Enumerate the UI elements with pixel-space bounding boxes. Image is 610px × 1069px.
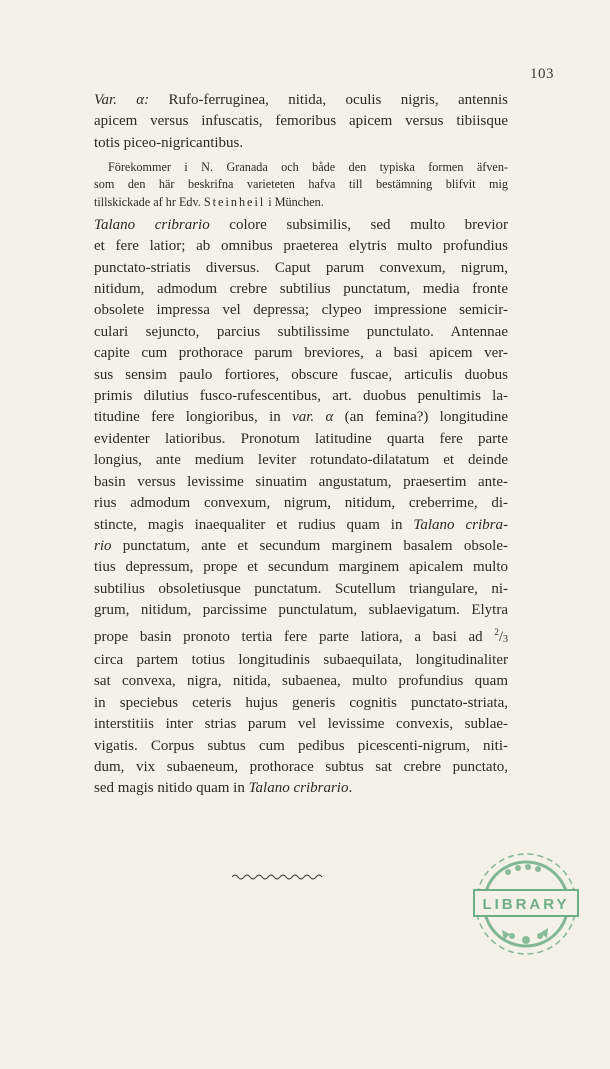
text-line: culari sejuncto, parcius subtilissime punctulato. Antennae [94, 323, 508, 340]
text-line: longius, ante medium leviter rotundato-dilatatum et deinde [94, 452, 508, 469]
text-line: capite cum prothorace parum breviores, a basi apicem ver- [94, 345, 508, 362]
note-line: som den här beskrifna varieteten hafva till bestämning blifvit mig [94, 177, 508, 192]
text-line: vigatis. Corpus subtus cum pedibus picescenti-nigrum, niti- [94, 737, 508, 754]
text-line: circa partem totius longitudinis subaequilata, longitudinaliter [94, 651, 508, 668]
text-line: in speciebus ceteris hujus generis cognitis punctato-striata, [94, 694, 508, 711]
text-line: basin versus levissime sinuatim angustatum, praesertim ante- [94, 473, 508, 490]
var-label: Var. α: [94, 92, 150, 108]
text-line: totis piceo-nigricantibus. [94, 134, 244, 151]
text-line: primis dilutius fusco-rufescentibus, art. duobus penultimis la- [94, 388, 508, 405]
text-line: sed magis nitido quam in Talano cribrario. [94, 780, 353, 797]
text-line: subtilius obsoletiusque punctatum. Scutellum triangulare, ni- [94, 580, 508, 597]
text-line: rio punctatum, ante et secundum marginem basalem obsole- [94, 537, 508, 554]
text-line: grum, nitidum, parcissime punctulatum, sublaevigatum. Elytra [94, 602, 508, 619]
end-ornament [232, 872, 324, 882]
species-name: Talano cribrario [94, 216, 210, 233]
text-block [94, 90, 508, 800]
text-line: nitidum, admodum crebre subtilius punctatum, media fronte [94, 281, 508, 298]
text-line: titudine fere longioribus, in var. α (an femina?) longitudine [94, 409, 509, 426]
text-line: punctato-striatis diversus. Caput parum convexum, nigrum, [94, 259, 508, 276]
page-number: 103 [530, 66, 554, 82]
text-line: stincte, magis inaequaliter et rudius quam in Talano cribra- [94, 516, 508, 533]
swedish-note [94, 159, 508, 211]
var-text: Rufo-ferruginea, nitida, oculis nigris, antennis [168, 92, 508, 108]
note-line: Förekommer i N. Granada och både den typiska formen äfven- [108, 160, 508, 175]
text-line: et fere latior; ab omnibus praeterea elytris multo profundius [94, 238, 508, 255]
text-line: rius admodum convexum, nigrum, nitidum, creberrime, di- [94, 495, 508, 512]
text-line: sat convexa, nigra, nitida, subaenea, multo profundius quam [94, 673, 508, 690]
text-line: apicem versus infuscatis, femoribus apicem versus tibiisque [94, 113, 508, 130]
text-line: obsolete impressa vel depressa; clypeo impressione semicir- [94, 302, 508, 319]
library-stamp [462, 842, 590, 967]
text-line: prope basin pronoto tertia fere parte latiora, a basi ad $^2$/3 [94, 626, 508, 645]
text-line: sus sensim paulo fortiores, obscure fuscae, articulis duobus [94, 366, 508, 383]
text-line: evidenter latioribus. Pronotum latitudine quarta fere parte [94, 430, 508, 447]
var-alpha-line [94, 90, 508, 111]
spaced-name: Steinheil [203, 194, 266, 209]
species-heading-line: Talano cribrario colore subsimilis, sed multo brevior [94, 216, 508, 233]
text-line: dum, vix subaeneum, prothorace subtus sat crebre punctato, [94, 758, 508, 775]
fraction: $^2$/3 [494, 626, 508, 645]
text-line: tius depressum, prope et secundum marginem apicalem multo [94, 559, 508, 576]
stamp-word: LIBRARY [482, 896, 570, 913]
note-line: tillskickade af hr Edv. Steinheil i München. [94, 194, 324, 209]
text-line: interstitiis inter strias parum vel levissime convexis, sublae- [94, 716, 508, 733]
